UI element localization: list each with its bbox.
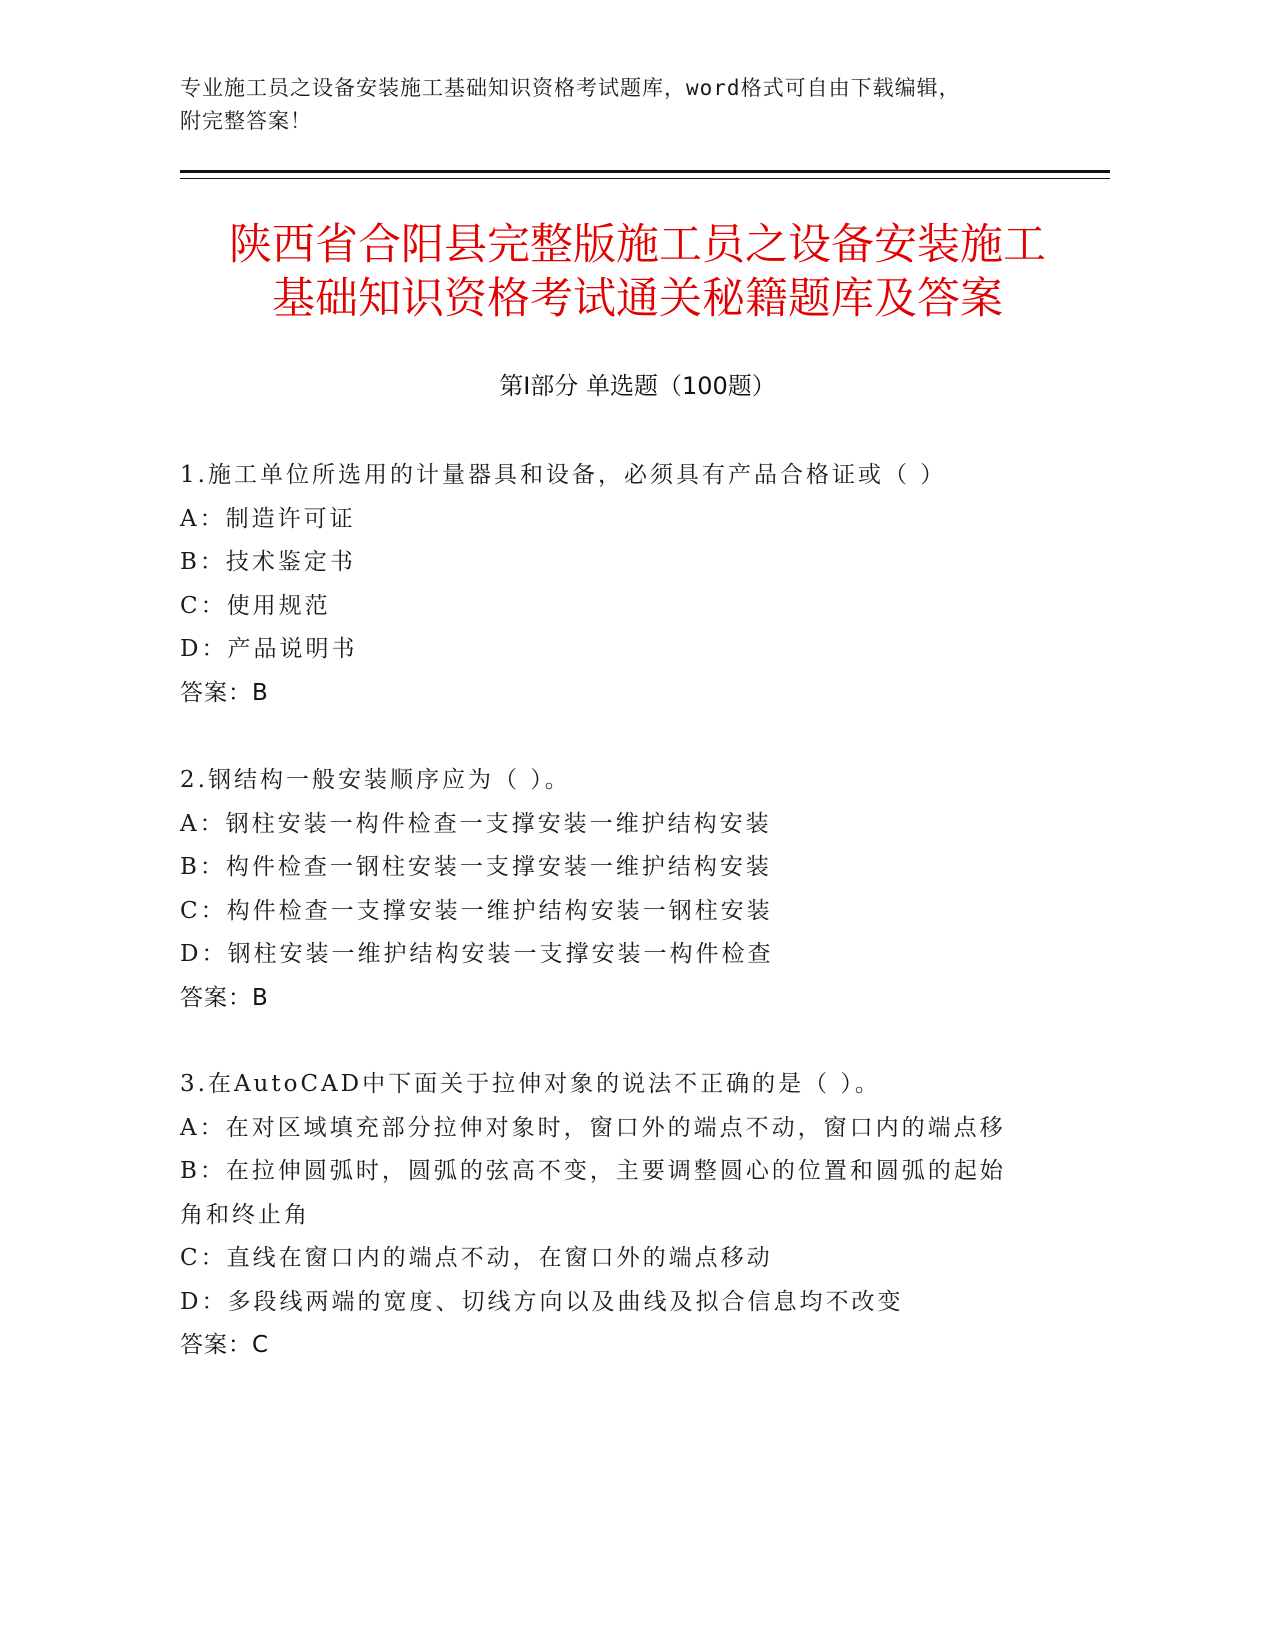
option-d: D：多段线两端的宽度、切线方向以及曲线及拟合信息均不改变 bbox=[180, 1288, 904, 1315]
question-2 bbox=[180, 759, 1060, 1020]
option-b: B：在拉伸圆弧时，圆弧的弦高不变，主要调整圆心的位置和圆弧的起始角和终止角 bbox=[180, 1158, 1006, 1228]
option-a: A：钢柱安装一构件检查一支撑安装一维护结构安装 bbox=[180, 810, 772, 837]
answer: 答案：C bbox=[180, 1332, 270, 1358]
title-line-2: 基础知识资格考试通关秘籍题库及答案 bbox=[272, 274, 1003, 324]
intro-line-2: 附完整答案！ bbox=[180, 109, 312, 133]
option-a: A：制造许可证 bbox=[180, 505, 356, 532]
question-1 bbox=[180, 454, 1060, 715]
question-stem: 3.在AutoCAD中下面关于拉伸对象的说法不正确的是（ ）。 bbox=[180, 1071, 881, 1097]
question-stem: 2.钢结构一般安装顺序应为（ ）。 bbox=[180, 767, 571, 793]
intro-line-1: 专业施工员之设备安装施工基础知识资格考试题库，word格式可自由下载编辑， bbox=[180, 76, 961, 100]
title-line-1: 陕西省合阳县完整版施工员之设备安装施工 bbox=[229, 220, 1046, 270]
section-heading: 第Ⅰ部分 单选题（100题） bbox=[499, 372, 776, 400]
intro-text bbox=[180, 72, 1110, 138]
option-b: B：构件检查一钢柱安装一支撑安装一维护结构安装 bbox=[180, 854, 772, 880]
option-b: B：技术鉴定书 bbox=[180, 549, 356, 575]
question-3 bbox=[180, 1063, 1030, 1368]
option-c: C：构件检查一支撑安装一维护结构安装一钢柱安装 bbox=[180, 897, 773, 924]
header-divider-thick bbox=[180, 170, 1110, 173]
option-d: D：产品说明书 bbox=[180, 636, 358, 662]
answer: 答案：B bbox=[180, 679, 269, 706]
option-c: C：直线在窗口内的端点不动，在窗口外的端点移动 bbox=[180, 1245, 773, 1271]
option-a: A：在对区域填充部分拉伸对象时，窗口外的端点不动，窗口内的端点移 bbox=[180, 1114, 1006, 1141]
answer: 答案：B bbox=[180, 984, 269, 1011]
option-c: C：使用规范 bbox=[180, 592, 331, 619]
option-d: D：钢柱安装一维护结构安装一支撑安装一构件检查 bbox=[180, 941, 774, 967]
document-title bbox=[120, 218, 1155, 326]
question-stem: 1.施工单位所选用的计量器具和设备，必须具有产品合格证或（ ） bbox=[180, 462, 947, 488]
header-divider-thin bbox=[180, 178, 1110, 179]
